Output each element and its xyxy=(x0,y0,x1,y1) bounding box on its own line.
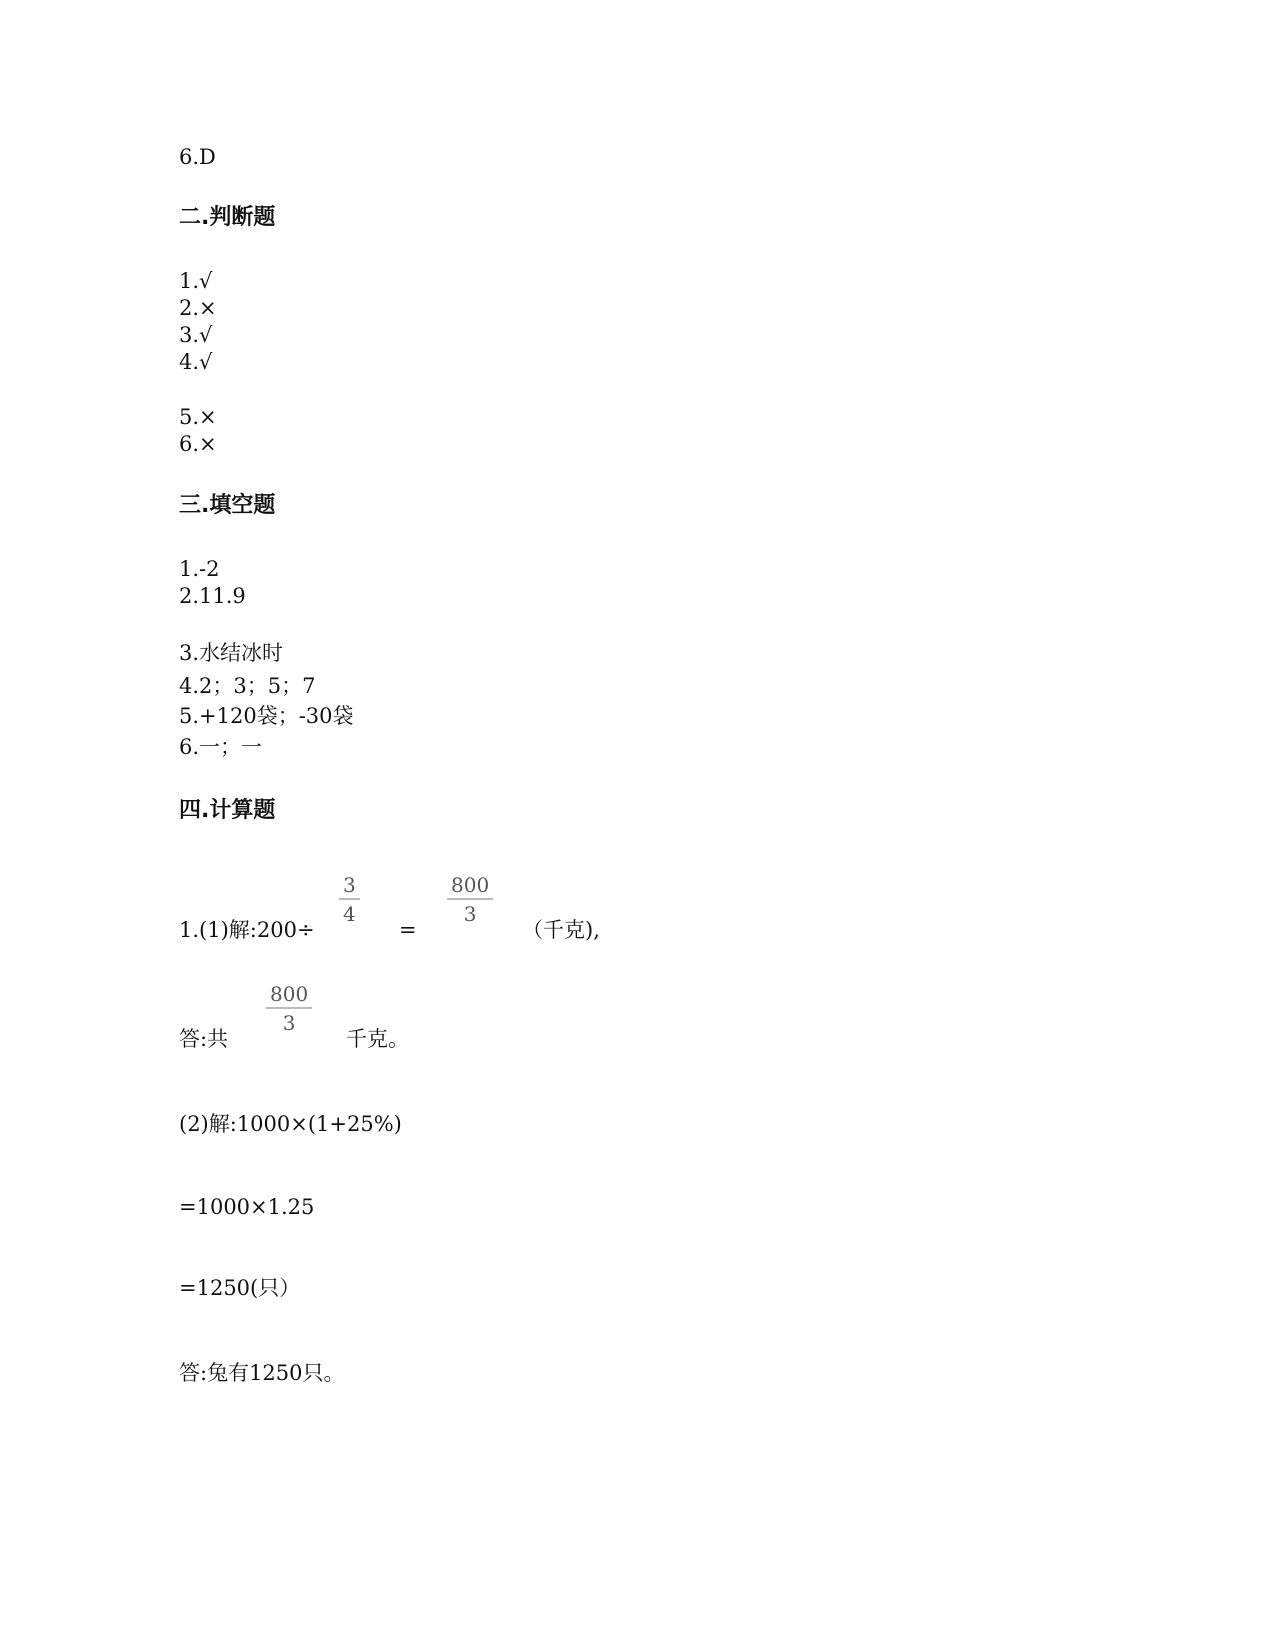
calc-q1-part2-line1: (2)解:1000×(1+25%) xyxy=(179,1112,402,1136)
fraction-denominator: 4 xyxy=(343,902,356,926)
fill-answer-6: 6.一；一 xyxy=(179,735,263,759)
section-heading-fill: 三.填空题 xyxy=(179,493,276,518)
calc-q1-lead: 1.(1)解:200÷ xyxy=(179,918,315,942)
fraction-3-4 xyxy=(339,875,360,924)
judge-answer-3: 3.√ xyxy=(179,323,213,347)
judge-answer-6: 6.× xyxy=(179,432,217,456)
fill-answer-2: 2.11.9 xyxy=(179,584,246,608)
fraction-800-3-answer xyxy=(266,984,312,1033)
answer-6-choice: 6.D xyxy=(179,145,216,169)
judge-answer-2: 2.× xyxy=(179,296,217,320)
unit-kilogram: （千克), xyxy=(522,918,600,942)
fraction-denominator: 3 xyxy=(463,902,477,926)
answer-lead: 答:共 xyxy=(179,1027,229,1051)
fraction-denominator: 3 xyxy=(282,1011,296,1035)
fraction-numerator: 800 xyxy=(270,982,309,1006)
calc-q1-part2-line3: =1250(只） xyxy=(179,1276,301,1300)
equals-sign: = xyxy=(399,918,417,942)
judge-answer-5: 5.× xyxy=(179,405,217,429)
fill-answer-1: 1.-2 xyxy=(179,557,220,581)
answer-tail: 千克。 xyxy=(346,1027,409,1051)
fraction-800-3 xyxy=(447,875,493,924)
section-heading-judge: 二.判断题 xyxy=(179,205,276,230)
section-heading-calc: 四.计算题 xyxy=(179,798,276,823)
fraction-numerator: 800 xyxy=(451,873,490,897)
calc-q1-part2-answer: 答:兔有1250只。 xyxy=(179,1361,345,1385)
calc-q1-part2-line2: =1000×1.25 xyxy=(179,1195,315,1219)
judge-answer-1: 1.√ xyxy=(179,269,213,293)
fraction-numerator: 3 xyxy=(343,873,356,897)
judge-answer-4: 4.√ xyxy=(179,350,213,374)
fill-answer-4: 4.2；3；5；7 xyxy=(179,674,316,698)
fill-answer-5: 5.+120袋；-30袋 xyxy=(179,704,354,728)
fill-answer-3: 3.水结冰时 xyxy=(179,641,284,665)
